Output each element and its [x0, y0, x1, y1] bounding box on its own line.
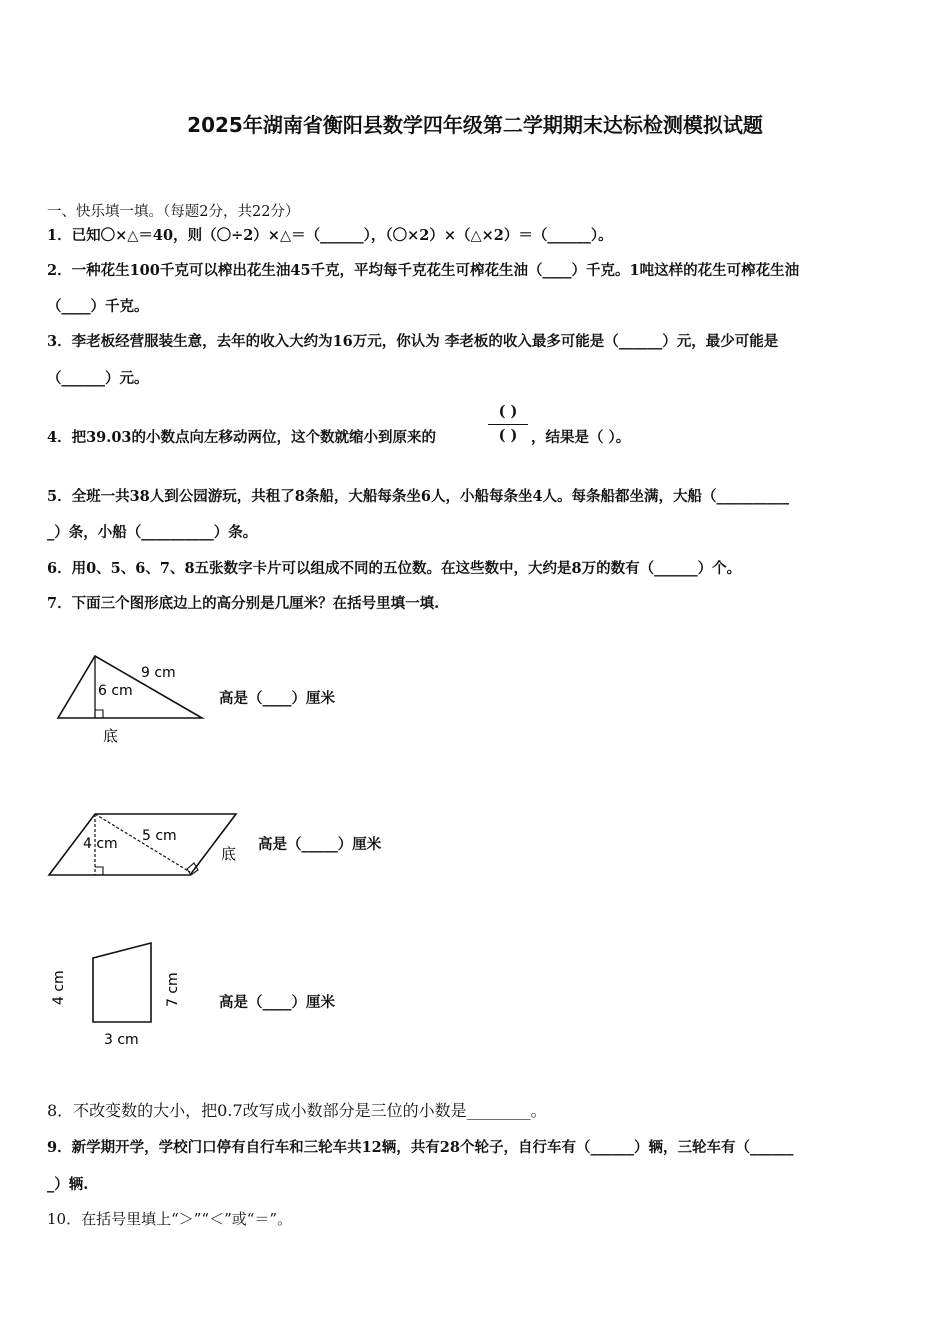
question-9-line-1: 9．新学期开学，学校门口停有自行车和三轮车共12辆，共有28个轮子，自行车有（______）辆，三轮车有（______ — [47, 1139, 794, 1156]
question-9-line-2: _）辆. — [47, 1176, 89, 1193]
question-1: 1．已知〇×△＝40，则（〇÷2）×△＝（______），（〇×2）×（△×2）＝（______）。 — [47, 227, 613, 244]
question-3-line-2: （______）元。 — [47, 370, 149, 387]
trapezoid-right-label: 7 cm — [165, 972, 181, 1007]
question-10: 10．在括号里填上“＞”“＜”或“＝”。 — [47, 1210, 293, 1228]
question-6: 6．用0、5、6、7、8五张数字卡片可以组成不同的五位数。在这些数中，大约是8万的数有（______）个。 — [47, 560, 742, 577]
parallelogram-shape — [49, 814, 236, 875]
parallelogram-base-label: 底 — [221, 845, 237, 863]
trapezoid-shape — [93, 943, 151, 1022]
fraction-bar — [488, 424, 528, 425]
question-4-fraction — [486, 402, 530, 446]
question-5-line-1: 5．全班一共38人到公园游玩，共租了8条船，大船每条坐6人，小船每条坐4人。每条船都坐满，大船（__________ — [47, 488, 790, 505]
figure-1-answer: 高是（____）厘米 — [219, 690, 335, 707]
figure-3-answer: 高是（____）厘米 — [219, 994, 335, 1011]
triangle-base-label: 底 — [103, 727, 119, 745]
question-8: 8．不改变数的大小，把0.7改写成小数部分是三位的小数是________。 — [47, 1101, 547, 1120]
triangle-figure — [40, 640, 220, 750]
parallelogram-side-label: 5 cm — [142, 828, 177, 844]
triangle-side-label: 9 cm — [141, 665, 176, 681]
triangle-height-label: 6 cm — [98, 683, 133, 699]
parallelogram-height-label: 4 cm — [83, 836, 118, 852]
trapezoid-base-label: 3 cm — [104, 1032, 139, 1048]
section-heading: 一、快乐填一填。（每题2分，共22分） — [47, 204, 300, 220]
right-angle-mark — [187, 863, 198, 875]
trapezoid-left-label: 4 cm — [51, 970, 67, 1005]
right-angle-mark — [95, 710, 103, 718]
question-4-after: ，结果是（ ）。 — [531, 429, 631, 446]
fraction-numerator: ( ) — [498, 403, 518, 420]
question-2-line-1: 2．一种花生100千克可以榨出花生油45千克，平均每千克花生可榨花生油（____）千克。1吨这样的花生可榨花生油 — [47, 262, 800, 279]
question-3-line-1: 3．李老板经营服装生意，去年的收入大约为16万元，你认为 李老板的收入最多可能是（______）元，最少可能是 — [47, 333, 779, 350]
figure-2-answer: 高是（_____）厘米 — [258, 836, 382, 853]
question-5-line-2: _）条，小船（__________）条。 — [47, 524, 258, 541]
question-4-text: 4．把39.03的小数点向左移动两位，这个数就缩小到原来的 — [47, 429, 436, 446]
question-2-line-2: （____）千克。 — [47, 298, 149, 315]
fraction-denominator: ( ) — [498, 427, 518, 444]
question-7: 7．下面三个图形底边上的高分别是几厘米？在括号里填一填. — [47, 595, 440, 612]
trapezoid-figure — [40, 935, 200, 1055]
right-angle-mark — [95, 867, 103, 875]
page-title: 2025年湖南省衡阳县数学四年级第二学期期末达标检测模拟试题 — [187, 113, 763, 137]
parallelogram-figure — [40, 800, 260, 885]
